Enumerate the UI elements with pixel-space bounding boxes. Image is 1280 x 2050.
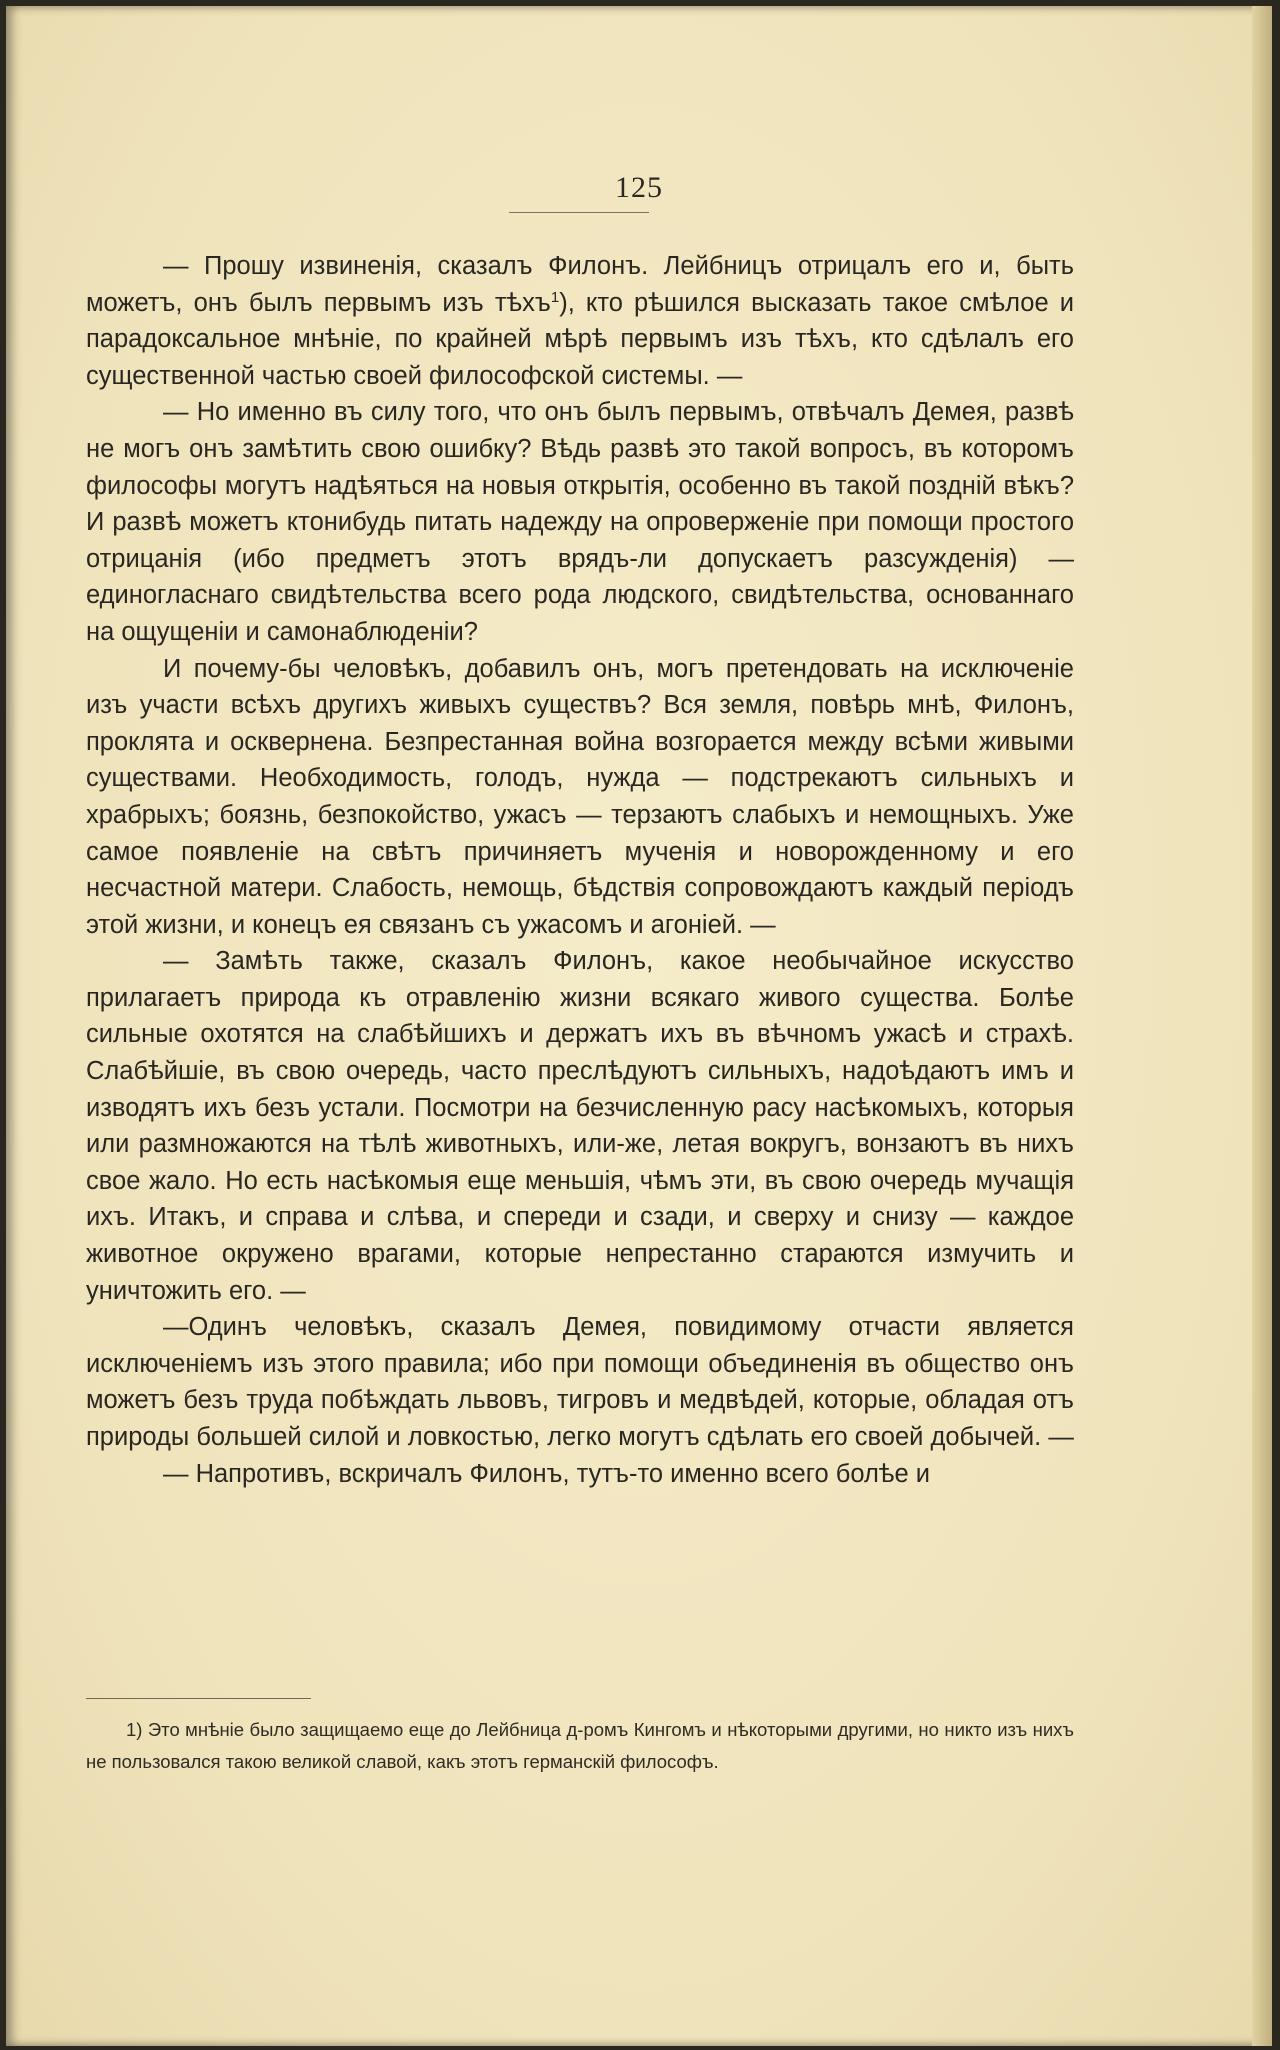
page-edge <box>1252 6 1272 2046</box>
paragraph: — Но именно въ силу того, что онъ былъ первымъ, отвѣчалъ Демея, развѣ не могъ онъ замѣтить свою ошибку? Вѣдь развѣ это такой вопросъ, въ которомъ философы могутъ надѣяться на новыя открытія, особенно въ такой поздній вѣкъ? И развѣ можетъ ктонибудь питать надежду на опроверженіе при помощи простого отрицанія (ибо предметъ этотъ врядъ-ли допускаетъ разсужденія) — единогласнаго свидѣтельства всего рода людского, свидѣтельства, основаннаго на ощущеніи и самонаблюденіи? <box>86 398 1074 646</box>
page-header <box>6 171 1272 209</box>
footnote: 1) Это мнѣніе было защищаемо еще до Лейбница д-ромъ Кингомъ и нѣкоторыми другими, но никто изъ нихъ не пользовался такою великой славой, какъ этотъ германскій философъ. <box>86 1719 1074 1772</box>
paragraph <box>86 248 1074 394</box>
footnote-rule <box>86 1698 311 1699</box>
paragraph-text: ), кто рѣшился высказать такое смѣлое и парадоксальное мнѣніе, по крайней мѣрѣ первымъ изъ тѣхъ, кто сдѣлалъ его существенной частью своей философской системы. — <box>86 288 1074 390</box>
paragraph: — Замѣть также, сказалъ Филонъ, какое необычайное искусство прилагаетъ природа къ отравленію жизни всякаго живого существа. Болѣе сильные охотятся на слабѣйшихъ и держатъ ихъ въ вѣчномъ ужасѣ и страхѣ. Слабѣйшіе, въ свою очередь, часто преслѣдуютъ сильныхъ, надоѣдаютъ имъ и изводятъ ихъ безъ устали. Посмотри на безчисленную расу насѣкомыхъ, которыя или размножаются на тѣлѣ животныхъ, или-же, летая вокругъ, вонзаютъ въ нихъ свое жало. Но есть насѣкомыя еще меньшія, чѣмъ эти, въ свою очередь мучащія ихъ. Итакъ, и справа и слѣва, и спереди и сзади, и сверху и снизу — каждое животное окружено врагами, которые непрестанно стараются измучить и уничтожить его. — <box>86 947 1074 1305</box>
paragraph: —Одинъ человѣкъ, сказалъ Демея, повидимому отчасти является исключеніемъ изъ этого правила; ибо при помощи объединенія въ общество онъ можетъ безъ труда побѣждать львовъ, тигровъ и медвѣдей, которые, обладая отъ природы большей силой и ловкостью, легко могутъ сдѣлать его своей добычей. — <box>86 1313 1074 1451</box>
body-text <box>86 248 1074 1492</box>
paragraph: И почему-бы человѣкъ, добавилъ онъ, могъ претендовать на исключеніе изъ участи всѣхъ другихъ живыхъ существъ? Вся земля, повѣрь мнѣ, Филонъ, проклята и осквернена. Безпрестанная война возгорается между всѣми живыми существами. Необходимость, голодъ, нужда — подстрекаютъ сильныхъ и храбрыхъ; боязнь, безпокойство, ужасъ — терзаютъ слабыхъ и немощныхъ. Уже самое появленіе на свѣтъ причиняетъ мученія и новорожденному и его несчастной матери. Слабость, немощь, бѣдствія сопровождаютъ каждый періодъ этой жизни, и конецъ ея связанъ съ ужасомъ и агоніей. — <box>86 654 1074 939</box>
paragraph: — Напротивъ, вскричалъ Филонъ, тутъ-то именно всего болѣе и <box>163 1459 930 1488</box>
footnote-reference: 1 <box>550 288 560 306</box>
book-page <box>6 6 1272 2046</box>
page-number: 125 <box>615 171 663 204</box>
paragraph-text: — Прошу извиненія, сказалъ Филонъ. Лейбницъ отрицалъ его и, быть можетъ, онъ былъ первымъ изъ тѣхъ <box>86 252 1074 317</box>
header-rule <box>509 212 649 213</box>
